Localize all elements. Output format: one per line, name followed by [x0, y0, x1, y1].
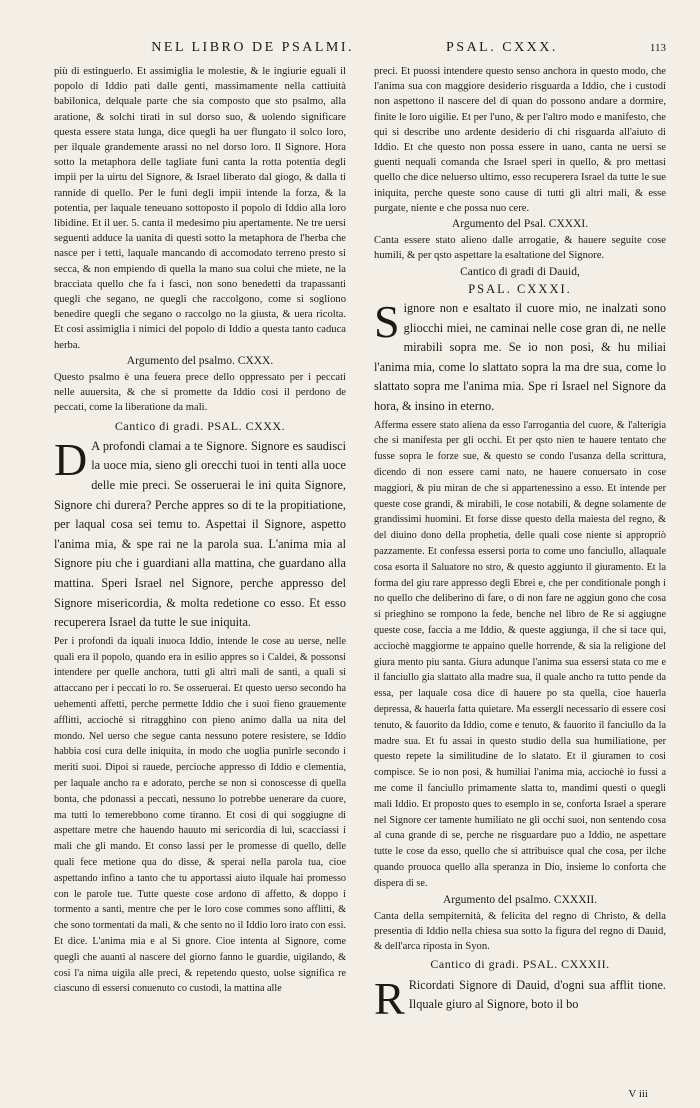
- canticle-label: Cantico di gradi di Dauid,: [460, 265, 580, 278]
- psalm-verses: ignore non e esaltato il cuore mio, ne inalzati sono gliocchi miei, ne caminai nelle cose gran di, ne nelle mirabili sopra me. Se io non posi, & hu miliai l'anima mia, come lo slattato sopra la ma dre sua, come lo slattato sopra me l'anima mia. Spe ri Israel nel Signore da hora, & insino in eterno.: [374, 301, 666, 414]
- argument-title: Argumento del psalmo. CXXXII.: [442, 893, 598, 906]
- drop-cap: S: [374, 296, 400, 348]
- psalm-verses: Ricordati Signore di Dauid, d'ogni sua afflit tione. Ilquale giuro al Signore, boto il bo: [408, 977, 666, 1012]
- canticle-label: Cantico di gradi.: [114, 418, 204, 433]
- psalm-number: PSAL. CXXX.: [207, 418, 286, 433]
- argument-title: Argumento del psalmo. CXXX.: [126, 354, 274, 367]
- canticle-label: Cantico di gradi.: [430, 957, 520, 972]
- argument-text: Questo psalmo è una feuera prece dello oppressato per i peccati nelle auuersita, & che si promette da Iddio cosi il perdono de peccati, come la liberatione da mali.: [54, 372, 346, 414]
- argument-text: Canta della sempiternità, & felicita del regno di Christo, & della presentia di Iddio nella chiesa sua sotto la figura del regno di Dauid, & dell'arca riposta in Syon.: [374, 910, 666, 953]
- commentary-paragraph: Per i profondi da iquali inuoca Iddio, intende le cose au uerse, nelle quali era il popolo, quando era in esilio appres so i Caldei, & possonsi intendere per quelle anchora, tutti gli altri mali de santi, a quali si attaccano per i peccati lo ro. Se osseruerai. Et questo uerso secondo ha uehementi affetti, perche permette Iddio che i suoi fieno grauemente afflitti, acciochè si ritragghino con pieno animo dalla ua nita del mondo. Nel uerso che segue canta nessuno potere resistere, se Iddio habbia cosi cura delle iniquita, in modo che uoglia punirle secondo i meriti suoi. Dipoi si rauede, percioche appresso di Iddio e clementia, per laquale ancho ra e adorato, perche se non si conoscesse di quella bonta, che pdonassi a peccati, nessuno lo potrebbe uenerare da cuore, ma tutti lo temerebbono come tiranno. Et cosi di qui soggiugne di aspettare metre che hauendo hauuto mi sericordia di lui, scacciassi i mali che gli mando. Et conso lassi per le promesse di quello, delle quali fece metione qua do disse, & sperai nella parola tua, cioe aspettando infino a tanto che tu apportassi aiuto ilquale hai promesso con le parole tue. Tutte queste cose ardono di affetto, & doppo i tormento a santi, mentre che per le loro cose commes sono afflitti, & che sono tormentati da mali, & che sento no il Iddio loro irato con essi. Et dice. L'anima mia e al Si gnore. Cioe intenta al Signore, come quegli che auanti al nascere del giorno fanno le guardie, uigilando, & cosi l'a nima uigila alle preci, & repetendo questo, uolse significa re ciascuno di essersi conuenuto co custodi, la mattina alle: [54, 635, 346, 995]
- running-head-psalm: PSAL. CXXX.: [446, 40, 558, 55]
- canticle-heading: [54, 419, 346, 434]
- running-head: [54, 40, 666, 60]
- text-columns: [54, 64, 666, 1024]
- right-column: [374, 64, 666, 1024]
- psalm-number: PSAL. CXXXI.: [468, 281, 572, 296]
- argument-text: Canta essere stato alieno dalle arrogatie, & hauere seguite cose humili, & per qsto aspettare la esaltatione del Signore.: [374, 235, 666, 262]
- commentary-paragraph: preci. Et puossi intendere questo senso anchora in questo modo, che l'anima sua con maggiore desiderio risguarda a Iddio, che i custodi non aspettono il nascere del di quan do possono andare a dormire, finite le loro uigilie. Et per l'uno, & per l'altro modo e manifesto, che qui si describe uno ardente desiderio di chi risguarda all'aiuto di Iddio. Et che questo non possa essere in uano, canta ne uersi se guenti nequali comanda che Israel speri in quello, & pro mettasi quello che dice neluerso ultimo, esso recuperera Israel da tutte le sue iniquita, perche queste sono cause di tutti gli altri mali, & esse purgate, niente e che possa nuo cere.: [374, 66, 666, 214]
- psalm-number: PSAL. CXXXII.: [522, 957, 610, 972]
- signature-mark: V iii: [628, 1088, 648, 1100]
- psalm-verses: A profondi clamai a te Signore. Signore es saudisci la uoce mia, sieno gli orecchi tuoi in tenti alla uoce delle mie preci. Se osseruerai le ini quita Signore, Signore chi durera? Perche appres so di te la propitiatione, per laqual cosa sei temu to. Aspettai il Signore, aspetto l'anima mia, & spe rai ne la parola sua. L'anima mia al Signore piu che i guardiani alla mattina, che guardano alla mattina. Speri Israel nel Signore, perche appresso del Signore misericordia, & molta redetione co esso. Et esso recuperera Israel da tutte le sue iniquita.: [54, 438, 346, 630]
- drop-cap: R: [374, 972, 405, 1024]
- commentary-paragraph: Afferma essere stato aliena da esso l'arrogantia del cuore, & l'alterigia che si manifesta per gli occhi. Et per qsto nien te hauere tentato che fusse sopra le forze sue, & questo se condo l'usanza della scrittura, dicendo di non essere cami nato, ne hauere conuersato in cose maggiori, & piu miran de che si appartenessino a esso. Et intende per queste cose grandi, & mirabili, le cose notabili, & degne solamente de grandissimi huomini. Et forse disse questo della maiesta del regno, & del diuino dono della prophetia, delle quali cose niente si appropriò pazzamente. Et confessa essersi porta to come uno fanciullo, allaquale cosa esorta il Saluatore no stro, & questo aggiunto il giuramento. Et la forma del giu rare appresso degli Ebrei e, che per conditionale pongh i no quello che deliberino di fare, o di non fare ne aggiun gono che cosa si prieghino se rompono la fede, benche nel libro de Re si aggiugne queste cose, faccia a me Iddio, & queste aggiunga, il che si tace qui, acciochè maggiorme te appaino quelle horrende, & sia la religione del giura mento piu santa. Giura adunque l'anima sua essersi stata co me e il fanciullo gia slattato alla madre sua, il quale ancho ra tutto pende da essa, per laquale cosa dice di hauere po sta quella, cioe hauerla depressa, & hauerla fatta quietare. Ma essergli necessario di essere cosi tenuto, & fauorito da Iddio, come e tenuto, & fauorito il fanciullo da la madre sua. Et fu assai in questo studio della sua humiliatione, per questo repete la similitudine de lo slatato. Et il giuramen to cosi compisce. Se io non posi, & humiliai l'anima mia, acciochè io fussi a me come il fanciullo primamente slatta to, mandimi questi o quegli mali Iddio. Et proposto ques to esemplo in se, conforta Israel a sperare nel Signore cer tamente humiliato ne gli occhi suoi, non sentendo cosa al cuna grande di se, perche ne risguardare puo a Iddio, ne aspettare tutte le cose da esso, quello che si attribuisce qual che cosa, per ilche quando prouoca quello alla speranza in Dio, insieme lo conforta che dispera di se.: [374, 419, 666, 889]
- folio-number: 113: [649, 42, 666, 54]
- canticle-heading: [374, 957, 666, 972]
- drop-cap: D: [54, 433, 88, 485]
- psalm-text: [374, 972, 666, 1024]
- left-column: [54, 64, 346, 1018]
- psalm-text: [374, 296, 666, 417]
- commentary-paragraph: più di estinguerlo. Et assimiglia le molestie, & le ingiurie eguali il popolo di Iddio pati dalle genti, massimamente nella cattiuità babilonica, delquale parte che sia composto que sto psalmo, alla aratione, & solchi tirati in sul dorso suo, & uolendo significare questa essere stata lunga, dice quegli ha uer flungato il solco loro, per ilquale grandemente arassi no nel dorso loro. Il Signore. Hora sotto la metaphora delle tagliate funi canta la rotta potentia degli impii per la uirtu del Signore, & Israel liberato dal giogo, & dalla ti rannide di quello. Per le funi degli impii intende la forza, & la potentia, per laquale teneuano sottoposto il popolo di Iddio alla loro libidine. Et il uer. 5. canta il medesimo piu apertamente. Ne tre uersi seguenti adduce la uanita di questi sotto la metaphora de l'herba che nasce per i tetti, laquale mancando di accomodato terreno presto si secca, & non empiendo di quella la mano sua colui che miete, ne la bracciata quello che fa i fasci, non sono benedetti da trapassanti quegli che segano, ne quegli che raccolgono, come si sogliono benedire quegli che segano o raccolgo no la giusta, & uera ricolta. Et cosi assimiglia i nimici del popolo di Iddio a questa tanto caduca herba.: [54, 66, 346, 351]
- running-head-title: NEL LIBRO DE PSALMI.: [151, 40, 354, 55]
- argument-title: Argumento del Psal. CXXXI.: [451, 218, 589, 231]
- psalm-text: [54, 433, 346, 633]
